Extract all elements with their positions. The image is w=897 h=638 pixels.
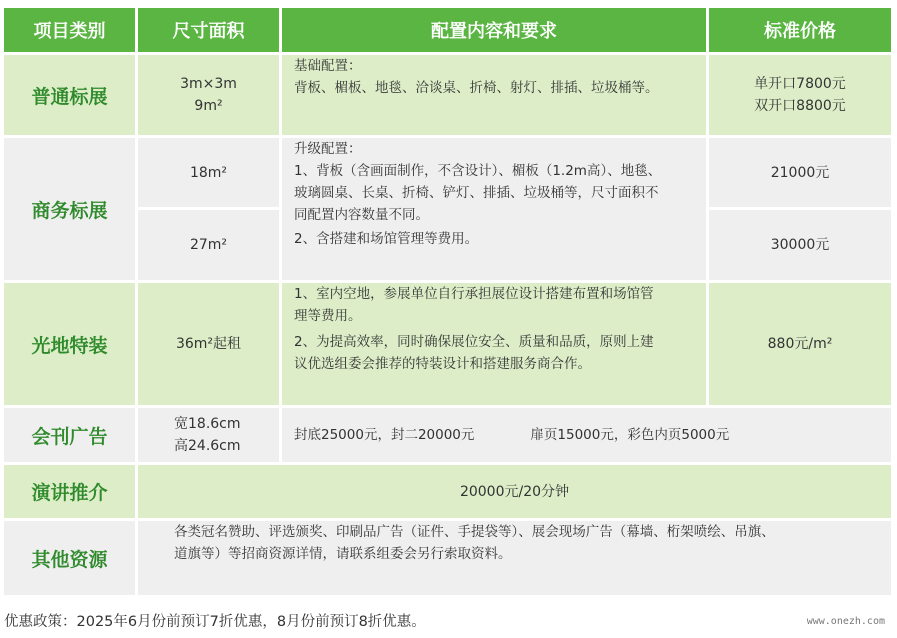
category-journal: 会刊广告 [4,408,135,462]
content-special-line2: 理等费用。 [294,308,362,324]
content-speech: 20000元/20分钟 [138,465,891,518]
size-standard-line1: 3m×3m [180,76,237,92]
category-speech: 演讲推介 [4,465,135,518]
category-special: 光地特装 [4,283,135,405]
table-header [4,8,891,52]
size-business-b: 27m² [138,210,279,280]
size-standard-line2: 9m² [194,98,223,114]
content-standard-line1: 基础配置： [294,58,362,74]
price-standard-line2: 双开口8800元 [754,98,846,114]
price-special: 880元/m² [709,283,891,405]
header-size: 尺寸面积 [138,8,279,52]
content-special-line4: 议优选组委会推荐的特装设计和搭建服务商合作。 [294,356,591,372]
content-other-line2: 道旗等）等招商资源详情，请联系组委会另行索取资料。 [174,546,512,562]
price-standard-line1: 单开口7800元 [754,76,846,92]
content-standard-line2: 背板、楣板、地毯、洽谈桌、折椅、射灯、排插、垃圾桶等。 [294,80,659,96]
size-special: 36m²起租 [138,283,279,405]
header-price: 标准价格 [709,8,891,52]
row-business [4,138,891,280]
row-other [4,521,891,595]
size-standard [138,55,279,135]
content-business [282,138,706,280]
content-business-line3: 玻璃圆桌、长桌、折椅、铲灯、排插、垃圾桶等，尺寸面积不 [294,185,659,201]
content-business-line2: 1、背板（含画面制作，不含设计）、楣板（1.2m高）、地毯、 [294,163,662,179]
price-standard [709,55,891,135]
content-business-line1: 升级配置： [294,141,362,157]
content-special-line1: 1、室内空地，参展单位自行承担展位设计搭建布置和场馆管 [294,286,654,302]
header-content: 配置内容和要求 [282,8,706,52]
discount-policy: 优惠政策：2025年6月份前预订7折优惠，8月份前预订8折优惠。 [4,614,426,630]
row-speech [4,465,891,518]
content-business-line5: 2、含搭建和场馆管理等费用。 [294,231,479,247]
category-standard: 普通标展 [4,55,135,135]
content-journal-left: 封底25000元，封二20000元 [294,427,475,443]
category-business: 商务标展 [4,138,135,280]
content-special-line3: 2、为提高效率，同时确保展位安全、质量和品质，原则上建 [294,334,654,350]
header-category: 项目类别 [4,8,135,52]
content-other [138,521,891,595]
size-journal-line2: 高24.6cm [174,438,241,454]
content-journal [282,408,891,462]
size-journal [138,408,279,462]
watermark: www.onezh.com [806,616,885,627]
row-special [4,283,891,405]
price-business-b: 30000元 [709,210,891,280]
content-standard [282,55,706,135]
content-journal-right: 扉页15000元，彩色内页5000元 [530,427,730,443]
size-business-a: 18m² [138,138,279,207]
content-business-line4: 同配置内容数量不同。 [294,207,429,223]
content-special [282,283,706,405]
size-journal-line1: 宽18.6cm [174,416,241,432]
category-other: 其他资源 [4,521,135,595]
price-business-a: 21000元 [709,138,891,207]
row-journal [4,408,891,462]
row-standard [4,55,891,135]
content-other-line1: 各类冠名赞助、评选颁奖、印刷品广告（证件、手提袋等）、展会现场广告（幕墙、桁架喷绘、吊旗、 [174,524,775,540]
